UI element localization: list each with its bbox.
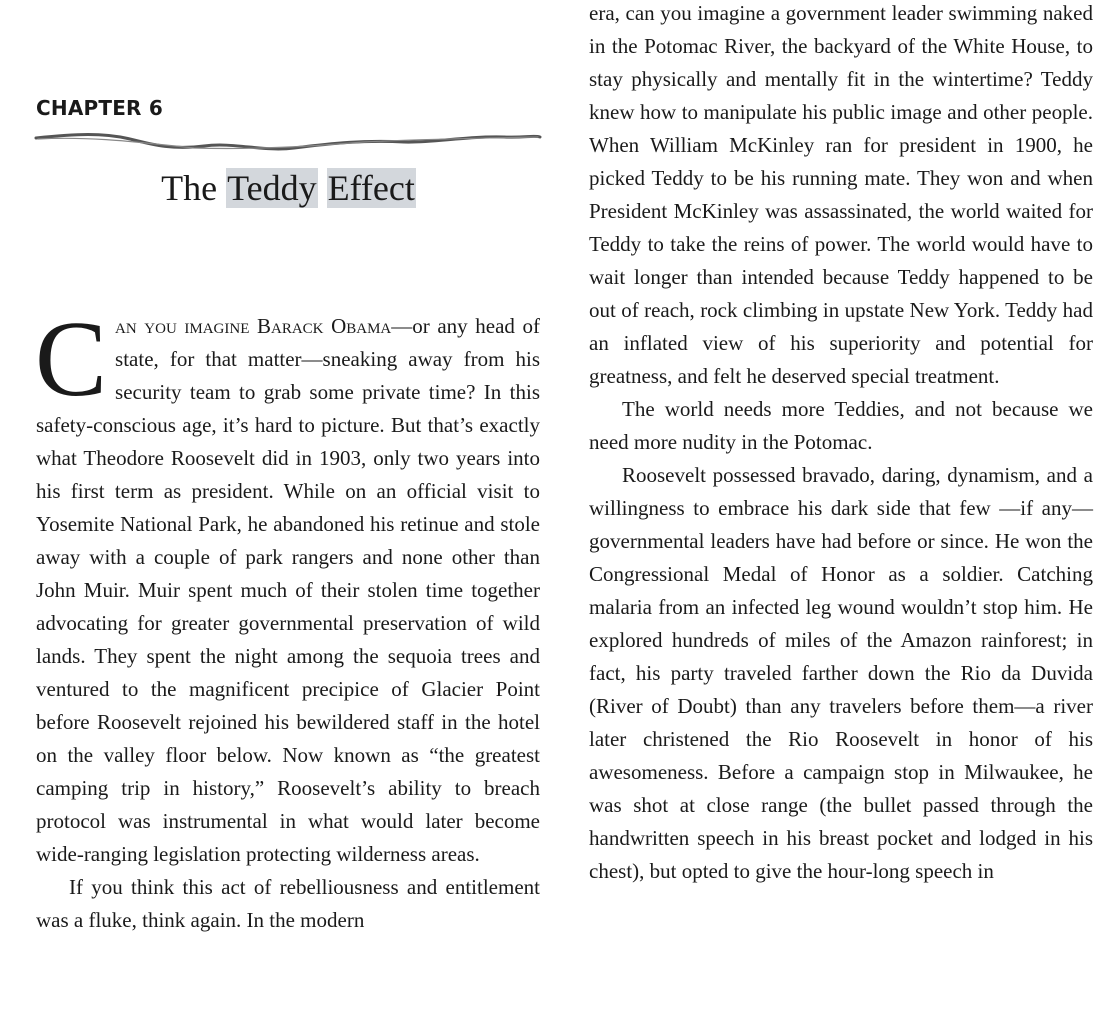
chapter-title [36,162,541,214]
paragraph-continued: era, can you imagine a government leader swimming naked in the Potomac River, the backyard of the White House, to stay physically and mentally fit in the wintertime? Teddy knew how to manipulate his public image and other people. When William McKinley ran for president in 1900, he picked Teddy to be his running mate. They won and when President McKinley was assassinated, the world waited for Teddy to take the reins of power. The world would have to wait longer than intended because Teddy happened to be out of reach, rock climbing in upstate New York. Teddy had an inflated view of his superiority and potential for greatness, and felt he deserved special treatment. [589,1,1093,388]
left-text-column [35,300,540,937]
chapter-title-highlighted-word[interactable]: Teddy [227,168,317,208]
small-caps-lead-in: an you imagine Barack Obama— [115,314,413,338]
paragraph: If you think this act of rebelliousness and entitlement was a fluke, think again. In the modern [36,875,540,932]
right-text-column [589,0,1093,888]
chapter-title-highlighted-word[interactable]: Effect [327,168,415,208]
opening-paragraph [35,300,540,871]
drop-cap: C [35,300,108,419]
paragraph-text: or any head of state, for that matter—sneaking away from his security team to grab some private time? In this safety-conscious age, it’s hard to picture. But that’s exactly what Theodore Roosevelt did in 1903, only two years into his first term as president. While on an official visit to Yosemite National Park, he abandoned his retinue and stole away with a couple of park rangers and none other than John Muir. Muir spent much of their stolen time together advocating for greater governmental preservation of wild lands. They spent the night among the sequoia trees and ventured to the magnificent precipice of Glacier Point before Roosevelt rejoined his bewildered staff in the hotel on the valley floor below. Now known as “the greatest camping trip in history,” Roosevelt’s ability to breach protocol was instrumental in what would later become wide-ranging legislation protecting wilderness areas. [36,314,540,866]
paragraph: The world needs more Teddies, and not because we need more nudity in the Potomac. [589,397,1093,454]
chapter-title-word: The [161,168,218,208]
paragraph: Roosevelt possessed bravado, daring, dynamism, and a willingness to embrace his dark side that few —if any—governmental leaders have had before or since. He won the Congressional Medal of Honor as a soldier. Catching malaria from an infected leg wound wouldn’t stop him. He explored hundreds of miles of the Amazon rainforest; in fact, his party traveled farther down the Rio da Duvida (River of Doubt) than any travelers before them—a river later christened the Rio Roosevelt in honor of his awesomeness. Before a campaign stop in Milwaukee, he was shot at close range (the bullet passed through the handwritten speech in his breast pocket and lodged in his chest), but opted to give the hour-long speech in [589,463,1093,883]
chapter-rule-divider [34,128,542,158]
chapter-label: CHAPTER 6 [36,96,163,120]
